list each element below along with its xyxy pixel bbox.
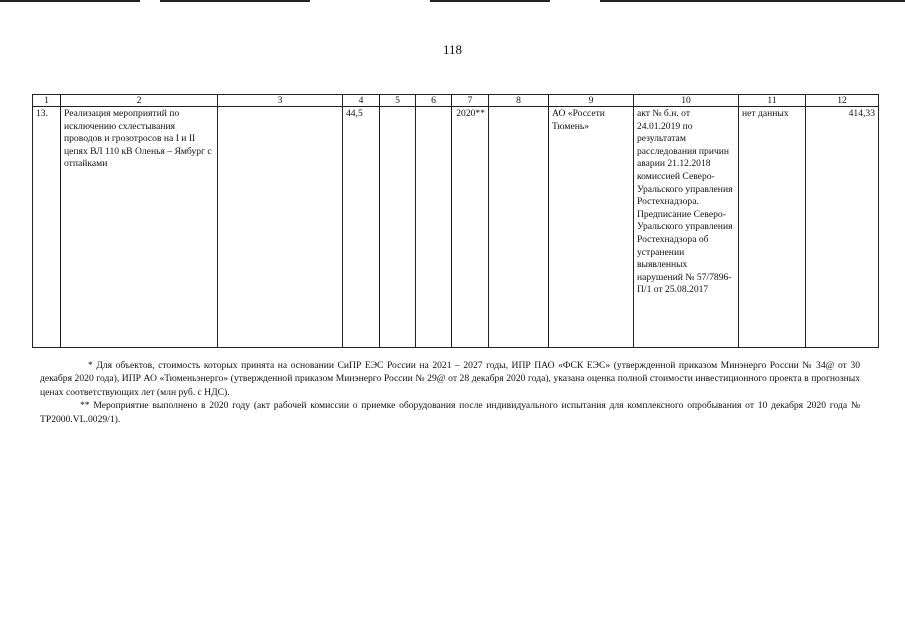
column-header: 12 (806, 95, 879, 107)
cell-col5 (380, 107, 416, 348)
cell-col8 (489, 107, 549, 348)
column-header: 8 (489, 95, 549, 107)
cell-col6 (416, 107, 452, 348)
column-header: 9 (549, 95, 634, 107)
top-border-line (600, 0, 905, 2)
cell-number: 13. (33, 107, 61, 348)
column-header: 3 (218, 95, 343, 107)
table-header-row (33, 95, 879, 107)
data-table (32, 94, 879, 348)
column-header: 11 (739, 95, 806, 107)
top-border-line (160, 0, 310, 2)
column-header: 7 (452, 95, 489, 107)
cell-col3 (218, 107, 343, 348)
top-border-line (430, 0, 550, 2)
footnote-2: ** Мероприятие выполнено в 2020 году (акт рабочей комиссии о приемке оборудования после индивидуального испытания для комплексного опробывания от 10 декабря 2020 года № TP2000.VL.0029/1). (40, 400, 860, 425)
column-header: 1 (33, 95, 61, 107)
column-header: 4 (343, 95, 380, 107)
top-border-line (0, 0, 140, 2)
footnotes (40, 359, 860, 426)
cell-measure-name: Реализация мероприятий по исключению схлестывания проводов и грозотросов на I и II цепях ВЛ 110 кВ Оленья – Ямбург с отпайками (61, 107, 218, 348)
cell-basis-document: акт № б.н. от 24.01.2019 по результатам расследования причин аварии 21.12.2018 комиссией Северо-Уральского управления Ростехнадзора. Предписание Северо-Уральского управления Ростехнадзора об устранении выявленных нарушений № 57/7896-П/1 от 25.08.2017 (634, 107, 739, 348)
footnote-1: * Для объектов, стоимость которых принята на основании СиПР ЕЭС России на 2021 – 2027 годы, ИПР ПАО «ФСК ЕЭС» (утвержденной приказом Минэнерго России № 34@ от 30 декабря 2020 года), ИПР АО «Тюменьэнерго» (утвержденной приказом Минэнерго России № 29@ от 28 декабря 2020 года), указана оценка полной стоимости инвестиционного проекта в прогнозных ценах соответствующих лет (млн руб. с НДС). (40, 360, 860, 398)
cell-cost: 414,33 (806, 107, 879, 348)
page-number: 118 (442, 42, 463, 57)
cell-organization: АО «Россети Тюмень» (549, 107, 634, 348)
column-header: 5 (380, 95, 416, 107)
cell-col4: 44,5 (343, 107, 380, 348)
column-header: 6 (416, 95, 452, 107)
cell-year: 2020** (452, 107, 489, 348)
table-row (33, 107, 879, 348)
column-header: 10 (634, 95, 739, 107)
cell-col11: нет данных (739, 107, 806, 348)
column-header: 2 (61, 95, 218, 107)
